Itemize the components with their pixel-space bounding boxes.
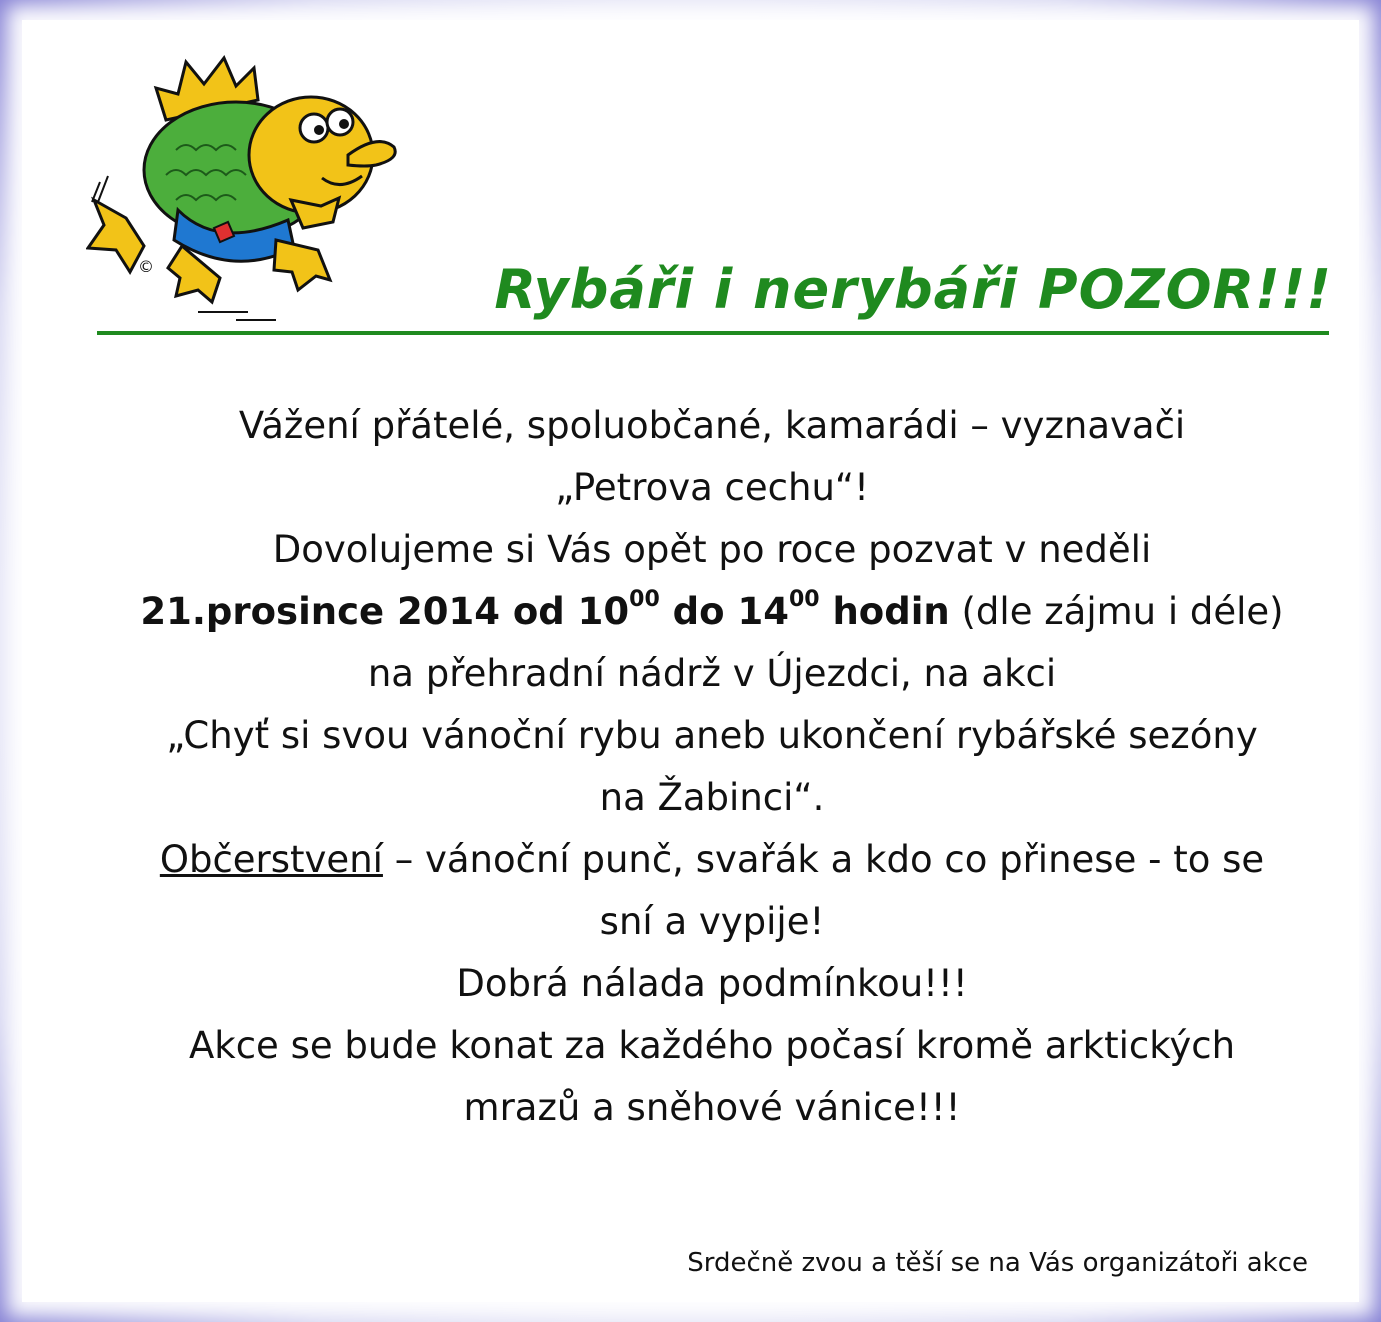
- refreshments-label: Občerstvení: [159, 838, 383, 881]
- refreshments-line: [82, 829, 1342, 891]
- invitation-line: Dovolujeme si Vás opět po roce pozvat v neděli: [272, 528, 1152, 571]
- page-title: Rybáři i nerybáři POZOR!!!: [494, 258, 1332, 321]
- date-note: (dle zájmu i déle): [949, 590, 1284, 633]
- refreshments-text: – vánoční punč, svařák a kdo co přinese - to se: [382, 838, 1265, 881]
- title-underline: [97, 331, 1329, 335]
- end-time-sup: 00: [788, 587, 820, 612]
- weather-line: Akce se bude konat za každého počasí kromě arktických: [188, 1024, 1236, 1067]
- refreshments-line: sní a vypije!: [599, 900, 825, 943]
- weather-line: mrazů a sněhové vánice!!!: [463, 1086, 961, 1129]
- date-to-text: do 14: [659, 590, 789, 633]
- place-line: na přehradní nádrž v Újezdci, na akci: [367, 652, 1057, 695]
- invitation-body: [82, 395, 1342, 1139]
- start-time-sup: 00: [629, 587, 660, 612]
- date-text: 21.prosince 2014 od 10: [140, 590, 630, 633]
- greeting-line: Vážení přátelé, spoluobčané, kamarádi – vyznavači: [238, 404, 1186, 447]
- flyer-page: [22, 20, 1359, 1302]
- copyright-mark: ©: [138, 257, 154, 276]
- mood-line: Dobrá nálada podmínkou!!!: [456, 962, 968, 1005]
- event-name-line: na Žabinci“.: [599, 776, 825, 819]
- hours-word: hodin: [819, 590, 950, 633]
- event-name-line: „Chyť si svou vánoční rybu aneb ukončení rybářské sezóny: [166, 714, 1258, 757]
- greeting-line: „Petrova cechu“!: [555, 466, 869, 509]
- signature: Srdečně zvou a těší se na Vás organizátoři akce: [687, 1248, 1308, 1278]
- date-line: [82, 581, 1342, 643]
